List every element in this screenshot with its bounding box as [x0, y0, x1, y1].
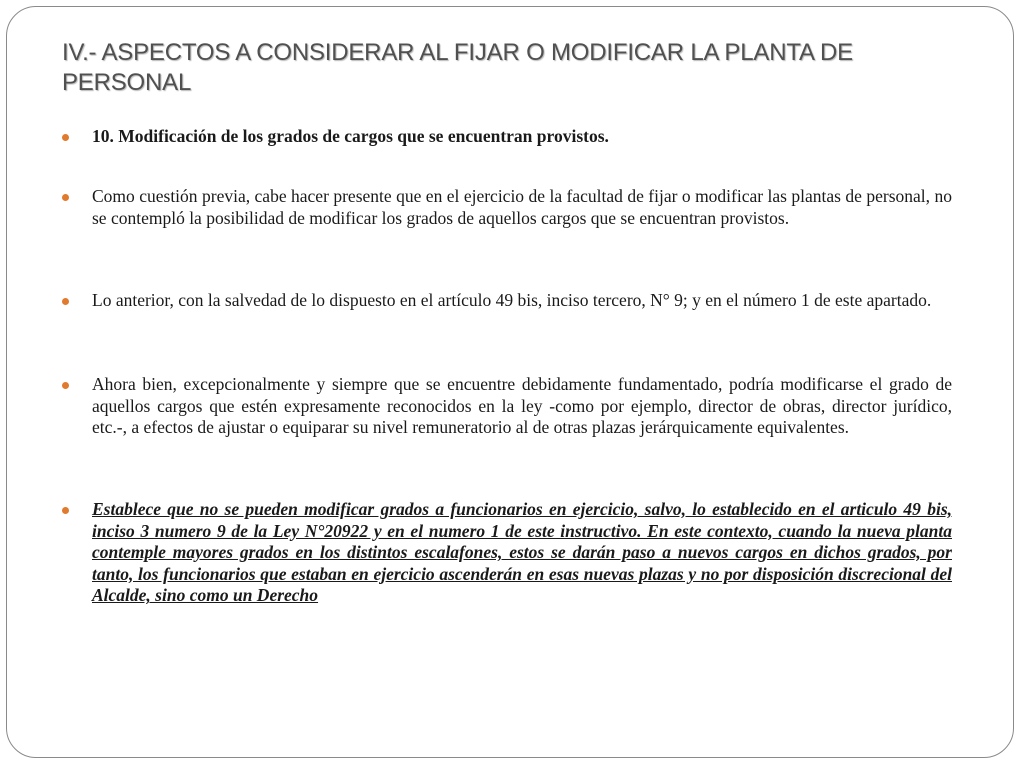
- bullet-dot-icon: [62, 507, 69, 514]
- bullet-item-1: [62, 126, 952, 148]
- bullet-item-4: [62, 374, 952, 439]
- bullet-dot-icon: [62, 298, 69, 305]
- bullet-item-2: [62, 186, 952, 229]
- slide-title: IV.- ASPECTOS A CONSIDERAR AL FIJAR O MODIFICAR LA PLANTA DE PERSONAL: [62, 39, 853, 96]
- bullet-text-1: 10. Modificación de los grados de cargos que se encuentran provistos.: [92, 126, 609, 146]
- bullet-text-5: Establece que no se pueden modificar grados a funcionarios en ejercicio, salvo, lo establecido en el articulo 49 bis, inciso 3 numero 9 de la Ley N°20922 y en el numero 1 de este instructivo. En este contexto, cuando la nueva planta contemple mayores grados en los distintos escalafones, estos se darán paso a nuevos cargos en dichos grados, por tanto, los funcionarios que estaban en ejercicio ascenderán en esas nuevas plazas y no por disposición discrecional del Alcalde, sino como un Derecho: [92, 499, 952, 606]
- bullet-item-5: [62, 499, 952, 607]
- bullet-item-3: [62, 290, 952, 312]
- bullet-text-2: Como cuestión previa, cabe hacer presente que en el ejercicio de la facultad de fijar o modificar las plantas de personal, no se contempló la posibilidad de modificar los grados de aquellos cargos que se encuentran provistos.: [92, 186, 952, 228]
- bullet-text-4: Ahora bien, excepcionalmente y siempre que se encuentre debidamente fundamentado, podría modificarse el grado de aquellos cargos que estén expresamente reconocidos en la ley -como por ejemplo, director de obras, director jurídico, etc.-, a efectos de ajustar o equiparar su nivel remuneratorio al de otras plazas jerárquicamente equivalentes.: [92, 374, 952, 438]
- bullet-dot-icon: [62, 194, 69, 201]
- bullet-text-3: Lo anterior, con la salvedad de lo dispuesto en el artículo 49 bis, inciso tercero, N° 9; y en el número 1 de este apartado.: [92, 290, 932, 310]
- bullet-dot-icon: [62, 134, 69, 141]
- bullet-dot-icon: [62, 382, 69, 389]
